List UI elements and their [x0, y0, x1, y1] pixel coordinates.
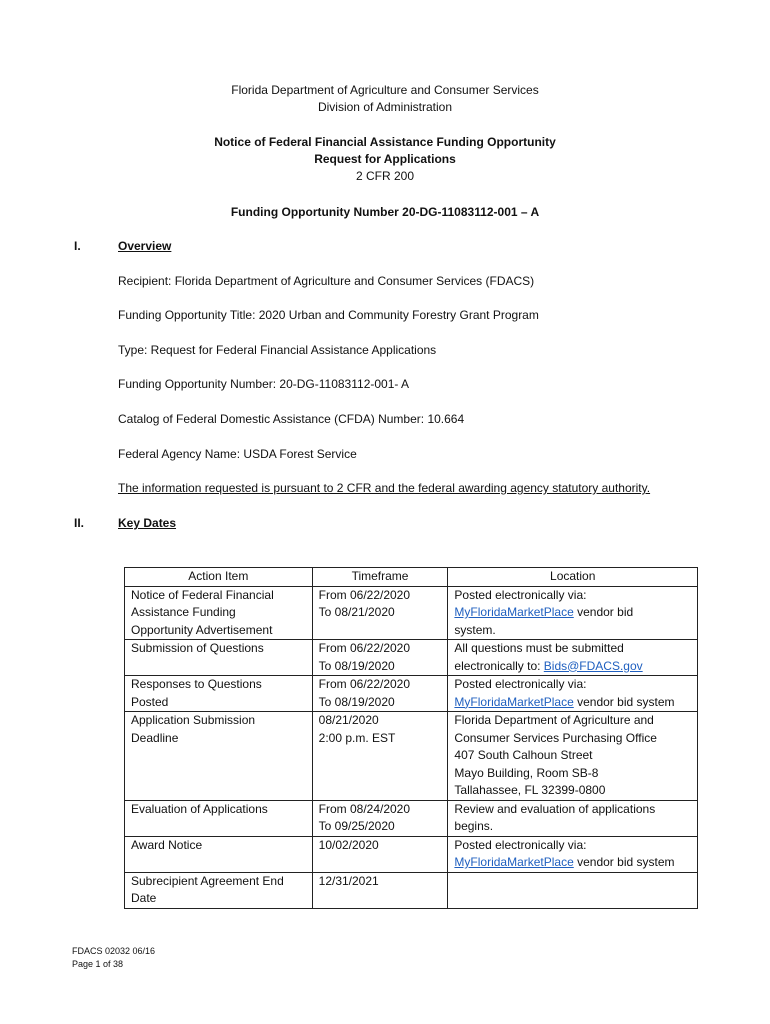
column-header-timeframe: Timeframe — [312, 568, 448, 587]
section-number: I. — [74, 239, 81, 253]
table-row — [125, 800, 698, 836]
action-cell: Notice of Federal Financial Assistance Funding Opportunity Advertisement — [125, 586, 313, 640]
location-cell: Posted electronically via: MyFloridaMarketPlace vendor bid system. — [448, 586, 698, 640]
request-title: Request for Applications — [314, 152, 456, 166]
timeframe-cell: From 06/22/2020 To 08/19/2020 — [312, 676, 448, 712]
funding-number-heading: Funding Opportunity Number 20-DG-11083112-001 – A — [230, 205, 540, 219]
section-title: Overview — [118, 239, 172, 253]
action-cell: Evaluation of Applications — [125, 800, 313, 836]
table-row — [125, 676, 698, 712]
key-dates-table — [124, 567, 698, 909]
table-row — [125, 640, 698, 676]
column-header-location: Location — [448, 568, 698, 587]
action-cell: Responses to Questions Posted — [125, 676, 313, 712]
timeframe-cell: 12/31/2021 — [312, 872, 448, 908]
action-cell: Submission of Questions — [125, 640, 313, 676]
bids-email-link[interactable]: Bids@FDACS.gov — [543, 658, 643, 673]
action-cell: Award Notice — [125, 836, 313, 872]
form-number: FDACS 02032 06/16 — [72, 946, 156, 956]
table-row — [125, 586, 698, 640]
column-header-action: Action Item — [125, 568, 313, 587]
type-line: Type: Request for Federal Financial Assistance Applications — [118, 343, 437, 357]
table-row — [125, 836, 698, 872]
action-cell: Application Submission Deadline — [125, 712, 313, 801]
authority-statement: The information requested is pursuant to 2 CFR and the federal awarding agency statutory authority. — [118, 481, 651, 495]
timeframe-cell: From 06/22/2020 To 08/21/2020 — [312, 586, 448, 640]
table-header-row — [125, 568, 698, 587]
myfloridamarketplace-link[interactable]: MyFloridaMarketPlace — [454, 694, 574, 709]
action-cell: Subrecipient Agreement End Date — [125, 872, 313, 908]
myfloridamarketplace-link[interactable]: MyFloridaMarketPlace — [454, 605, 574, 619]
funding-title-line: Funding Opportunity Title: 2020 Urban and Community Forestry Grant Program — [118, 308, 539, 322]
location-cell — [448, 872, 698, 908]
agency-title: Florida Department of Agriculture and Consumer Services — [231, 83, 539, 97]
table-row — [125, 712, 698, 801]
timeframe-cell: 10/02/2020 — [312, 836, 448, 872]
location-cell: Posted electronically via: MyFloridaMarketPlace vendor bid system — [448, 836, 698, 872]
notice-title: Notice of Federal Financial Assistance Funding Opportunity — [214, 135, 556, 149]
funding-number-line: Funding Opportunity Number: 20-DG-11083112-001- A — [118, 377, 410, 391]
timeframe-cell: From 08/24/2020 To 09/25/2020 — [312, 800, 448, 836]
section-title: Key Dates — [118, 516, 177, 530]
division-title: Division of Administration — [317, 100, 453, 114]
agency-name-line: Federal Agency Name: USDA Forest Service — [118, 447, 357, 461]
timeframe-cell: From 06/22/2020 To 08/19/2020 — [312, 640, 448, 676]
page-number: Page 1 of 38 — [72, 959, 124, 969]
timeframe-cell: 08/21/2020 2:00 p.m. EST — [312, 712, 448, 801]
location-cell: All questions must be submitted electronically to: Bids@FDACS.gov — [448, 640, 698, 676]
myfloridamarketplace-link[interactable]: MyFloridaMarketPlace — [454, 855, 574, 869]
cfr-reference: 2 CFR 200 — [355, 169, 415, 183]
recipient-line: Recipient: Florida Department of Agriculture and Consumer Services (FDACS) — [118, 274, 535, 288]
cfda-line: Catalog of Federal Domestic Assistance (CFDA) Number: 10.664 — [118, 412, 465, 426]
location-cell: Posted electronically via: MyFloridaMarketPlace vendor bid system — [448, 676, 698, 712]
location-cell: Review and evaluation of applications begins. — [448, 800, 698, 836]
table-row — [125, 872, 698, 908]
location-cell: Florida Department of Agriculture and Consumer Services Purchasing Office 407 South Calhoun Street Mayo Building, Room SB-8 Tallahassee, FL 32399-0800 — [448, 712, 698, 801]
section-number: II. — [74, 516, 85, 530]
